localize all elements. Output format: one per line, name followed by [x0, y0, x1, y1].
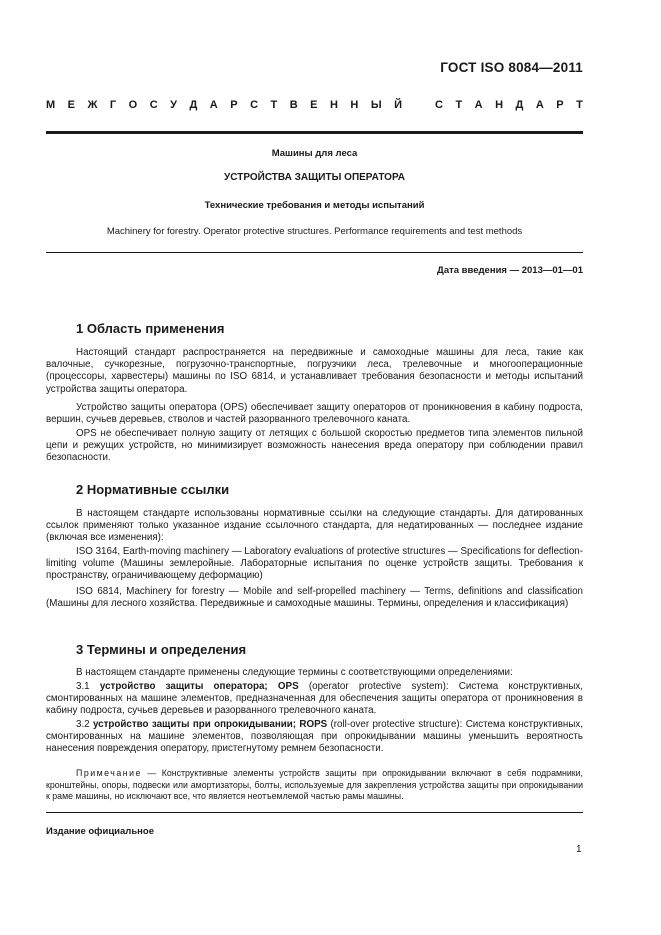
page-number: 1 [576, 844, 582, 855]
banner-letter: Р [230, 99, 238, 111]
banner-letter: Т [455, 99, 463, 111]
title-line-1: Машины для леса [271, 148, 358, 159]
banner-letter: М [46, 99, 56, 111]
banner-letter: Т [270, 99, 278, 111]
footer-rule [46, 812, 583, 813]
banner-letter: Н [329, 99, 338, 111]
title-rule [46, 252, 583, 253]
section-1-paragraph-2: Устройство защиты оператора (OPS) обеспечивает защиту операторов от проникновения в кабину подроста, вершин, сучьев деревьев, стволов и частей разорванного трелевочного каната. [46, 402, 583, 426]
section-1-paragraph-1: Настоящий стандарт распространяется на передвижные и самоходные машины для леса, такие как валочные, сучкорезные, погрузочно-транспортные, погрузчики леса, трелевочные и многооперационные (процессоры, харвестеры) машины по ISO 6814, и устанавливает требования безопасности и методы испытаний устройства защиты оператора. [46, 347, 583, 395]
section-3-heading: 3 Термины и определения [76, 642, 247, 657]
note-label: Примечание [76, 768, 142, 778]
section-3-paragraph-1: В настоящем стандарте применены следующие термины с соответствующими определениями: [76, 667, 513, 678]
banner-letter: С [149, 99, 158, 111]
banner-letter: А [535, 99, 544, 111]
note: Примечание — Конструктивные элементы устройств защиты при опрокидывании включают в себя подрамники, кронштейны, опоры, подвески или амортизаторы, болты, используемые для закрепления устройства защиты при опрокидывании к раме машины, но исключают все, что является неотъемлемой частью рамы машины. [46, 768, 583, 802]
title-english: Machinery for forestry. Operator protective structures. Performance requirements and test methods [106, 226, 523, 237]
banner-letter: У [170, 99, 177, 111]
banner-letter: А [474, 99, 483, 111]
banner-letter: Ж [87, 99, 98, 111]
reference-iso-3164: ISO 3164, Earth-moving machinery — Laboratory evaluations of protective structures — Specifications for deflection-limiting volume (Машины землеройные. Лабораторные испытания по оценке устройств защиты. Требования к пространству, ограничивающему деформацию) [46, 546, 583, 582]
intro-date: Дата введения — 2013—01—01 [437, 265, 583, 276]
section-1-paragraph-3: OPS не обеспечивает полную защиту от летящих с большой скоростью предметов типа элементов пильной цепи и режущих устройств, но минимизирует возможность нанесения вреда оператору при соблюдении правил безопасности. [46, 428, 583, 464]
banner-gap [415, 99, 423, 111]
banner-letter: Д [189, 99, 198, 111]
banner-letter: С [250, 99, 259, 111]
term-3-1: 3.1 устройство защиты оператора; OPS (operator protective system): Система конструктивных, смонтированных на машине элементов, предназначенная для обеспечения защиты оператора от проникновения в кабину подроста, сучьев деревьев и разорванного трелевочного каната. [46, 681, 584, 717]
term-3-2: 3.2 устройство защиты при опрокидывании; ROPS (roll-over protective structure): Система конструктивных, смонтированных на машине элементов, позволяющая при опрокидывании машины уменьшить вероятность нанесения повреждения оператору, пристегнутому ремнем безопасности. [46, 719, 584, 755]
title-line-3: Технические требования и методы испытаний [204, 200, 425, 211]
banner-letter: Г [109, 99, 117, 111]
banner-letter: Е [67, 99, 75, 111]
banner-letter: О [128, 99, 138, 111]
banner-letter: А [209, 99, 218, 111]
interstate-standard-banner [46, 99, 583, 111]
header-rule [46, 131, 583, 134]
section-2-heading: 2 Нормативные ссылки [76, 482, 230, 497]
banner-letter: Е [310, 99, 318, 111]
banner-letter: Д [515, 99, 524, 111]
banner-letter: Н [495, 99, 504, 111]
banner-letter: Р [556, 99, 564, 111]
banner-letter: В [289, 99, 298, 111]
banner-letter: Ы [370, 99, 382, 111]
banner-letter: Й [394, 99, 403, 111]
section-2-paragraph-1: В настоящем стандарте использованы нормативные ссылки на следующие стандарты. Для датированных ссылок применяют только указанное издание ссылочного стандарта, для недатированных — последнее издание (включая все изменения): [46, 508, 583, 544]
banner-letter: С [435, 99, 443, 111]
term-3-1-title: устройство защиты оператора; OPS [99, 681, 299, 692]
edition-label: Издание официальное [46, 826, 154, 837]
standard-id: ГОСТ ISO 8084—2011 [440, 60, 583, 75]
section-1-heading: 1 Область применения [76, 321, 225, 336]
banner-letter: Т [576, 99, 583, 111]
banner-letter: Н [350, 99, 359, 111]
reference-iso-6814: ISO 6814, Machinery for forestry — Mobile and self-propelled machinery — Terms, definitions and classification (Машины для лесного хозяйства. Передвижные и самоходные машины. Термины, определения и классификация) [46, 586, 583, 610]
title-line-2: УСТРОЙСТВА ЗАЩИТЫ ОПЕРАТОРА [224, 172, 405, 183]
term-3-2-title: устройство защиты при опрокидывании; ROPS [92, 719, 328, 730]
